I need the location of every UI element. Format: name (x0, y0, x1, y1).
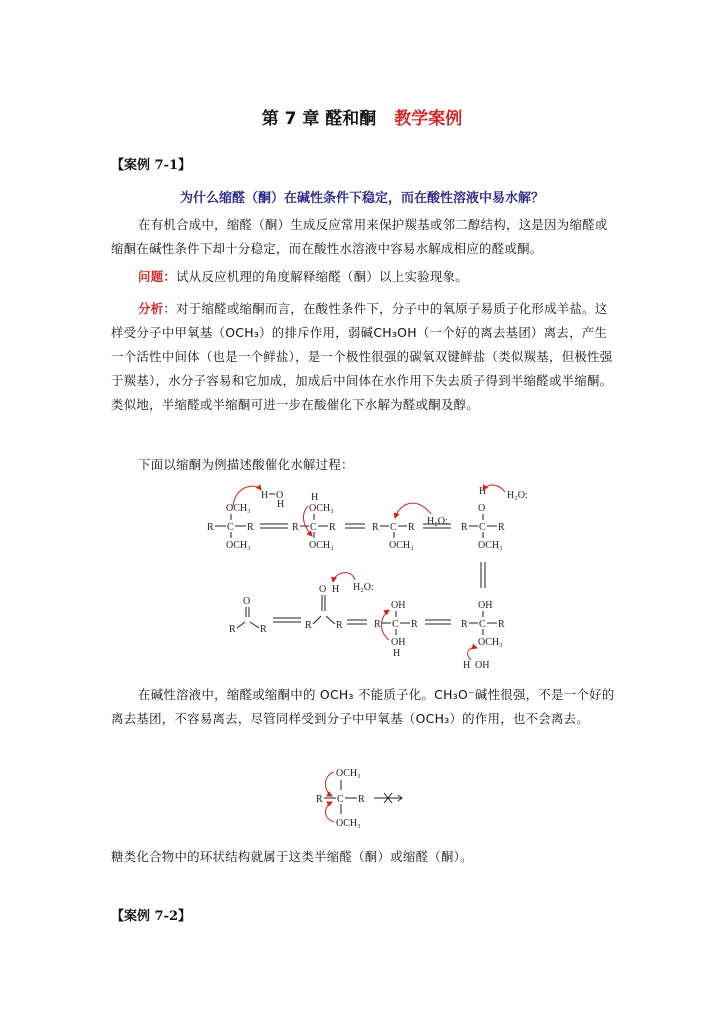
svg-text:C: C (227, 522, 234, 533)
svg-text:R: R (336, 620, 343, 631)
svg-text:OH: OH (478, 600, 493, 611)
structure-ketal (207, 486, 284, 551)
page-title (0, 104, 724, 129)
svg-text:O: O (276, 490, 284, 501)
structure-oxonium-adduct (461, 485, 528, 551)
svg-text:OH: OH (391, 637, 406, 648)
conclusion-paragraph: 糖类化合物中的环状结构就属于这类半缩醛（酮）或缩醛（酮）。 (111, 849, 473, 864)
svg-text:R: R (229, 624, 236, 635)
svg-text:OCH₃: OCH₃ (226, 540, 251, 551)
svg-text:R: R (207, 522, 214, 533)
svg-text:R: R (461, 619, 468, 630)
svg-text:OCH₃: OCH₃ (389, 540, 414, 551)
title-main: 第 7 章 醛和酮 (261, 109, 377, 129)
svg-text:H: H (277, 499, 285, 510)
svg-text:R: R (374, 619, 381, 630)
svg-text:OCH₃: OCH₃ (336, 818, 361, 829)
intro-paragraph: 在有机合成中，缩醛（酮）生成反应常用来保护羰基或邻二醇结构，这是因为缩醛或缩酮在碱性条件下却十分稳定，而在酸性水溶液中容易水解成相应的醛或酮。 (111, 217, 608, 256)
svg-text:OCH₃: OCH₃ (478, 637, 503, 648)
svg-text:H₂O:: H₂O: (353, 582, 374, 593)
svg-text:O: O (319, 584, 327, 595)
base-stable-scheme (308, 762, 428, 834)
svg-text:C: C (479, 522, 486, 533)
svg-text:C: C (392, 619, 399, 630)
analysis-label: 分析 (138, 301, 164, 316)
svg-text:H: H (311, 492, 319, 503)
svg-text:R: R (461, 522, 468, 533)
structure-ketone (229, 596, 267, 635)
svg-text:R: R (408, 522, 415, 533)
svg-text:R: R (498, 522, 505, 533)
svg-text:OCH₃: OCH₃ (226, 503, 251, 514)
svg-text:H₂O:: H₂O: (427, 516, 448, 527)
svg-text:OH: OH (475, 660, 490, 671)
case-question: 为什么缩醛（酮）在碱性条件下稳定，而在酸性溶液中易水解？ (179, 191, 544, 206)
svg-text:C: C (479, 619, 486, 630)
svg-text:R: R (372, 522, 379, 533)
svg-text:C: C (310, 522, 317, 533)
svg-text:C: C (337, 794, 344, 805)
svg-text:R: R (305, 620, 312, 631)
mechanism-intro: 下面以缩酮为例描述酸催化水解过程： (138, 457, 354, 472)
case-label-7-2: 【案例 7-2】 (111, 909, 192, 924)
svg-text:H: H (332, 584, 340, 595)
svg-text:R: R (498, 619, 505, 630)
case-label-7-1: 【案例 7-1】 (111, 158, 192, 173)
structure-protonated-ketal (292, 492, 336, 551)
title-highlight: 教学案例 (394, 109, 463, 129)
svg-text:R: R (411, 619, 418, 630)
svg-text:O: O (478, 503, 486, 514)
svg-text:H: H (261, 490, 269, 501)
svg-text:H: H (463, 660, 471, 671)
svg-text:OCH₃: OCH₃ (309, 540, 334, 551)
base-paragraph: 在碱性溶液中，缩醛或缩酮中的 OCH₃ 不能质子化。CH₃O⁻碱性很强，不是一个好的离去基团，不容易离去，尽管同样受到分子中甲氧基（OCH₃）的作用，也不会离去。 (111, 687, 615, 726)
structure-oxocarbenium (372, 503, 448, 551)
svg-text:R: R (260, 624, 267, 635)
analysis-text: ：对于缩醛或缩酮而言，在酸性条件下，分子中的氧原子易质子化形成羊盐。这样受分子中甲氧基（OCH₃）的排斥作用，弱碱CH₃OH（一个好的离去基团）离去，产生一个活性中间体（也是一个鲜盐），是一个极性很强的碳氧双键鲜盐（类似羰基，但极性强于羰基），水分子容易和它加成，加成后中间体在水作用下失去质子得到半缩醛或半缩酮。类似地，半缩醛或半缩酮可进一步在酸催化下水解为醛或酮及醇。 (111, 301, 613, 412)
svg-text:R: R (358, 794, 365, 805)
svg-text:H: H (479, 486, 487, 497)
svg-text:OH: OH (391, 600, 406, 611)
analysis-paragraph (111, 297, 619, 417)
problem-paragraph (111, 265, 619, 289)
svg-text:OCH₃: OCH₃ (309, 503, 334, 514)
svg-text:R: R (316, 794, 323, 805)
svg-text:H: H (393, 648, 401, 659)
structure-hemiketal-protonated (374, 600, 418, 659)
problem-text: 试从反应机理的角度解释缩醛（酮）以上实验现象。 (176, 269, 468, 284)
svg-text:R: R (292, 522, 299, 533)
svg-text:H₂O:: H₂O: (507, 490, 528, 501)
svg-text:C: C (390, 522, 397, 533)
structure-protonated-ketone (305, 573, 374, 631)
acid-hydrolysis-scheme (195, 480, 535, 675)
problem-label: 问题： (138, 269, 177, 284)
svg-text:R: R (247, 522, 254, 533)
svg-text:OCH₃: OCH₃ (336, 768, 361, 779)
svg-text:OCH₃: OCH₃ (478, 540, 503, 551)
svg-text:O: O (243, 596, 251, 607)
structure-hemiketal (461, 600, 505, 671)
svg-text:R: R (329, 522, 336, 533)
